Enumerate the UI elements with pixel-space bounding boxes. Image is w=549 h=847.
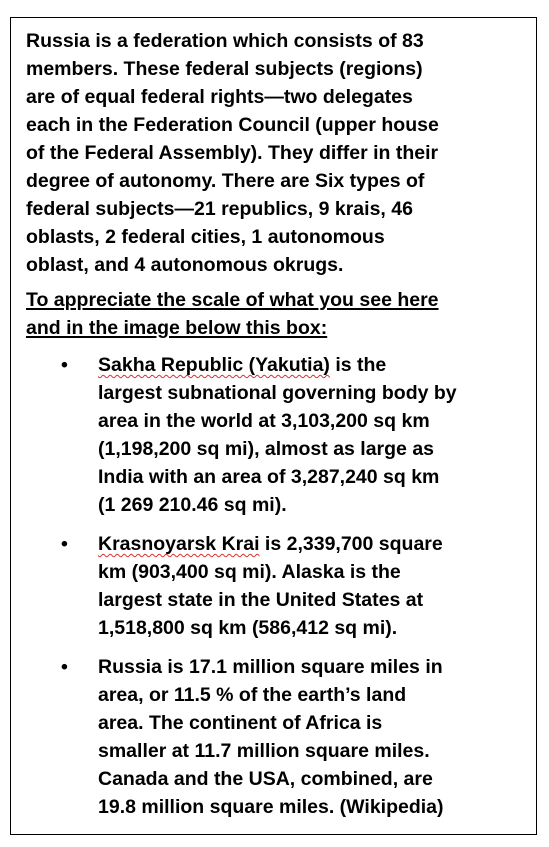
bullet-lead: Russia [98, 656, 162, 678]
bullet-lead: Krasnoyarsk Krai [98, 533, 260, 555]
bullet-line: 19.8 million square miles. (Wikipedia) [98, 796, 444, 818]
bullet-line: smaller at 11.7 million square miles. [98, 740, 430, 762]
bullet-line: area, or 11.5 % of the earth’s land [98, 684, 407, 706]
intro-line: oblasts, 2 federal cities, 1 autonomous [26, 226, 385, 248]
bullet-first-line [98, 530, 522, 558]
bullet-first-rest: is 17.1 million square miles in [161, 656, 443, 678]
heading-line: and in the image below this box: [26, 317, 328, 339]
bullet-line: largest subnational governing body by [98, 382, 457, 404]
intro-line: each in the Federation Council (upper house [26, 114, 439, 136]
info-box [10, 17, 537, 835]
section-heading [26, 286, 522, 342]
intro-line: federal subjects—21 republics, 9 krais, 46 [26, 198, 413, 220]
list-item-russia [26, 653, 522, 821]
list-item-krasnoyarsk [26, 530, 522, 642]
heading-line: To appreciate the scale of what you see here [26, 289, 439, 311]
bullet-line: India with an area of 3,287,240 sq km [98, 466, 440, 488]
bullet-first-line [98, 351, 522, 379]
bullet-line: area in the world at 3,103,200 sq km [98, 410, 430, 432]
bullet-line: Canada and the USA, combined, are [98, 768, 433, 790]
bullet-line: 1,518,800 sq km (586,412 sq mi). [98, 617, 398, 639]
intro-line: are of equal federal rights—two delegates [26, 86, 413, 108]
bullet-line: km (903,400 sq mi). Alaska is the [98, 561, 401, 583]
bullet-icon: • [61, 354, 68, 376]
intro-line: members. These federal subjects (regions) [26, 58, 423, 80]
bullet-first-line [98, 653, 522, 681]
intro-line: oblast, and 4 autonomous okrugs. [26, 254, 344, 276]
bullet-lead: Sakha Republic (Yakutia) [98, 354, 330, 376]
bullet-line: area. The continent of Africa is [98, 712, 383, 734]
list-item-sakha [26, 351, 522, 519]
bullet-line: largest state in the United States at [98, 589, 424, 611]
bullet-line: (1 269 210.46 sq mi). [98, 494, 287, 516]
bullet-icon: • [61, 656, 68, 678]
bullet-line: (1,198,200 sq mi), almost as large as [98, 438, 435, 460]
intro-line: of the Federal Assembly). They differ in their [26, 142, 439, 164]
intro-line: degree of autonomy. There are Six types of [26, 170, 425, 192]
intro-line: Russia is a federation which consists of 83 [26, 30, 424, 52]
bullet-first-rest: is the [329, 354, 387, 376]
bullet-icon: • [61, 533, 68, 555]
intro-paragraph [26, 27, 522, 279]
bullet-list [26, 351, 522, 821]
bullet-first-rest: is 2,339,700 square [259, 533, 443, 555]
